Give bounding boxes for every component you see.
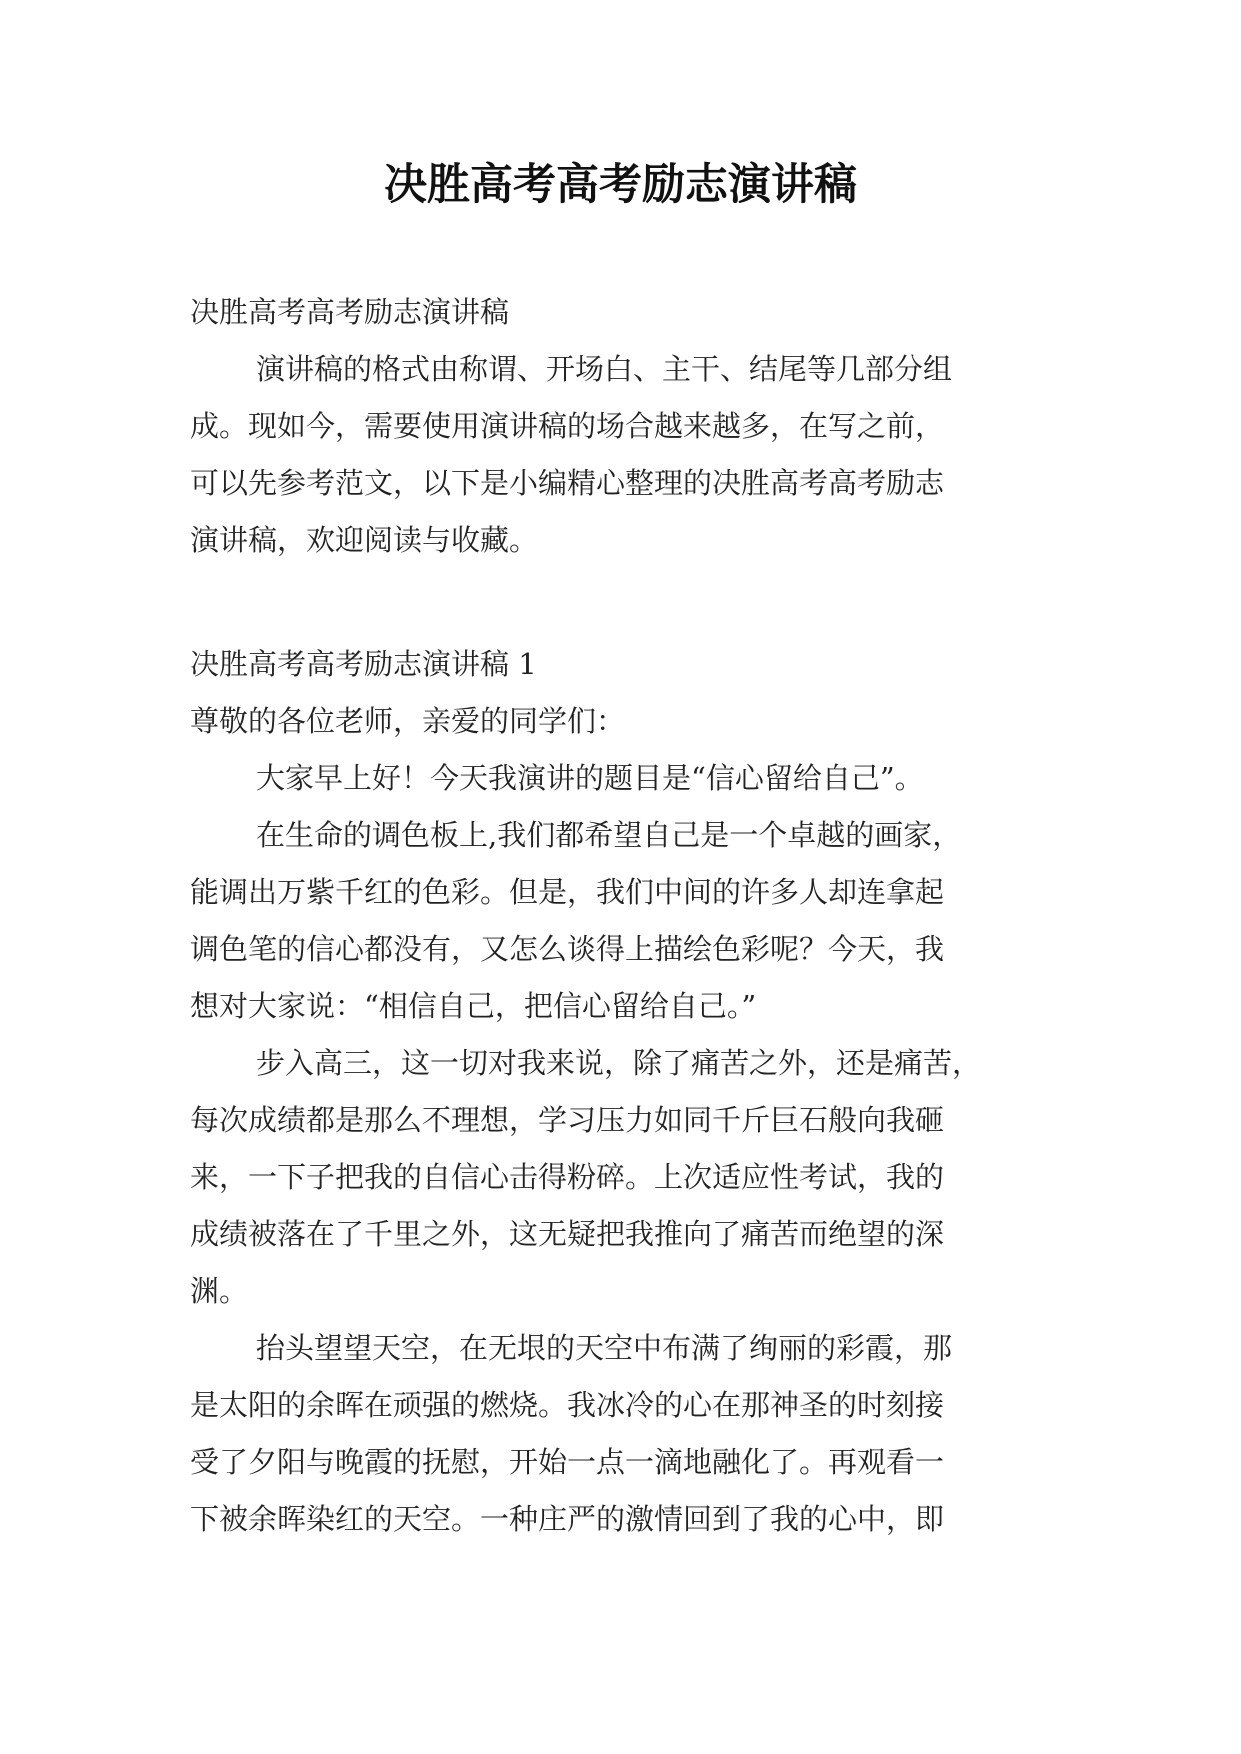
paragraph-intro — [190, 341, 1060, 569]
text-line: 在生命的调色板上,我们都希望自己是一个卓越的画家， — [256, 818, 962, 852]
paragraph-salutation — [190, 693, 1060, 750]
paragraph-body — [190, 807, 1060, 1035]
text-line: 决胜高考高考励志演讲稿 1 — [190, 647, 537, 681]
text-line: 下被余晖染红的天空。一种庄严的激情回到了我的心中，即 — [190, 1502, 945, 1536]
document-title: 决胜高考高考励志演讲稿 — [384, 160, 857, 210]
text-line: 想对大家说：“相信自己，把信心留给自己。” — [190, 989, 757, 1023]
text-line: 演讲稿的格式由称谓、开场白、主干、结尾等几部分组 — [256, 352, 953, 386]
text-line: 步入高三，这一切对我来说，除了痛苦之外，还是痛苦， — [256, 1046, 982, 1080]
paragraph-body — [190, 1035, 1060, 1320]
paragraph-gap — [190, 569, 1060, 636]
text-line: 成。现如今，需要使用演讲稿的场合越来越多，在写之前， — [190, 409, 945, 443]
text-line: 每次成绩都是那么不理想，学习压力如同千斤巨石般向我砸 — [190, 1103, 945, 1137]
text-line: 大家早上好！今天我演讲的题目是“信心留给自己”。 — [256, 761, 924, 795]
text-line: 成绩被落在了千里之外，这无疑把我推向了痛苦而绝望的深 — [190, 1217, 945, 1251]
text-line: 可以先参考范文，以下是小编精心整理的决胜高考高考励志 — [190, 466, 945, 500]
text-line: 是太阳的余晖在顽强的燃烧。我冰冷的心在那神圣的时刻接 — [190, 1388, 945, 1422]
text-line: 来，一下子把我的自信心击得粉碎。上次适应性考试，我的 — [190, 1160, 945, 1194]
text-line: 尊敬的各位老师，亲爱的同学们： — [190, 704, 626, 738]
section-heading — [190, 636, 1060, 693]
paragraph-greeting — [190, 750, 1060, 807]
text-line: 受了夕阳与晚霞的抚慰，开始一点一滴地融化了。再观看一 — [190, 1445, 945, 1479]
text-line: 渊。 — [190, 1274, 249, 1308]
document-body — [190, 284, 1060, 1548]
text-line: 调色笔的信心都没有，又怎么谈得上描绘色彩呢？今天，我 — [190, 932, 945, 966]
paragraph-body — [190, 1320, 1060, 1548]
text-line: 能调出万紫千红的色彩。但是，我们中间的许多人却连拿起 — [190, 875, 945, 909]
paragraph-subtitle — [190, 284, 1060, 341]
text-line: 演讲稿，欢迎阅读与收藏。 — [190, 523, 539, 557]
text-line: 决胜高考高考励志演讲稿 — [190, 295, 510, 329]
text-line: 抬头望望天空，在无垠的天空中布满了绚丽的彩霞，那 — [256, 1331, 953, 1365]
